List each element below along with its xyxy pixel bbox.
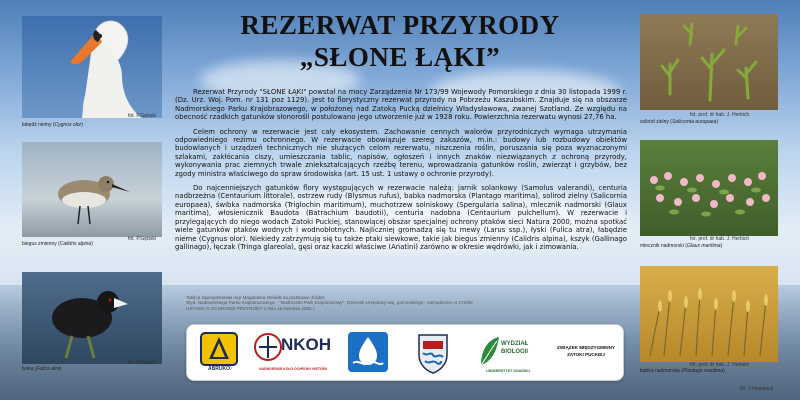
photo-credit: fot. P.Gębski (128, 360, 156, 366)
photo-credit: fot. prof. dr hab. J. Herbich (690, 362, 750, 368)
description-text (175, 88, 627, 257)
board-title-line1: REZERWAT PRZYRODY (240, 10, 560, 40)
coat-of-arms-logo (413, 331, 453, 375)
photo-credit: fot. P.Gębski (128, 113, 156, 119)
paragraph-species: Do najcenniejszych gatunków flory występujących w rezerwacie należą: jarnik solankowy (Samolus valerandi), centuria nadbrzeżna (Centaurium littorale), ostrzew rudy (Blysmus rufus), babka nadmorska (Plantago maritima), solirod zielny (Salicornia europaea), świbka nadmorska (Triglochin maritimum), muchotrzew solniskowy (Spergularia salina), mlecznik nadmorski (Glaux maritima), włosienicznik Baudota (Batrachium baudotii), centuria nadobna (Centaurium pulchellum). W rezerwacie i przylegających do niego wodach Zatoki Puckiej, stanowiącej obszar specjalnej ochrony ptaków sieci Natura 2000, można spotkać wiele gatunków ptaków wodnych i wodnobłotnych. Najliczniej gromadzą się tu mewy (Larus ssp.), łyski (Fulica atra), łabędzie nieme (Cygnus olor). Niekiedy zatrzymują się tu także ptaki siewkowe, takie jak biegus zmienny (Calidris alpina), kszyk (Gallinago gallinago), łęczak (Tringa glareola), gęsi oraz kaczki właściwe (Anatini) zarówno w okresie wędrówki, jak i zimowania. (175, 184, 627, 251)
nkoh-emblem (253, 331, 283, 365)
sources-fineprint (186, 295, 546, 311)
coot-illustration (22, 272, 162, 364)
abruko-label: ABRUKO (208, 366, 230, 372)
wydzial-label-1: WYDZIAŁ (501, 341, 529, 347)
zwiazek-logo (555, 331, 617, 375)
swan-illustration (22, 16, 162, 118)
abruko-logo (199, 331, 239, 375)
zwiazek-label-2: ZATOKI PUCKIEJ (567, 352, 605, 357)
sponsor-logo-bar (186, 324, 624, 381)
nkoh-label: NKOH (281, 335, 332, 354)
wydzial-biologii-logo (477, 331, 539, 375)
salicornia-photo (640, 14, 778, 110)
photo-credit: fot. prof. dr hab. J. Herbich (690, 236, 750, 242)
photo-caption: babka nadmorska (Plantago maritima) (640, 368, 725, 374)
zwiazek-label-1: ZWIĄZEK MIĘDZYGMINNY (557, 345, 615, 350)
photo-caption: soliród zielny (Salicornia europaea) (640, 119, 719, 125)
swan-photo (22, 16, 162, 118)
photo-credit: fot. prof. dr hab. J. Herbich (690, 112, 750, 118)
glaux-illustration (640, 140, 778, 236)
board-title-line2: „SŁONE ŁĄKI” (299, 42, 501, 72)
dunlin-illustration (22, 142, 162, 237)
glaux-photo (640, 140, 778, 236)
nkoh-logo (253, 331, 333, 375)
plantago-illustration (640, 266, 778, 362)
photo-caption: łabędź niemy (Cygnus olor) (22, 122, 83, 128)
fineprint-line: Tablicę zaprojektowała mgr Magdalena Dellwitt na podstawie źródeł: (186, 295, 325, 300)
fineprint-line: Wyd. Nadmorskiego Parku Krajobrazowego - "Nadmorski Park Krajobrazowy"; Dziennik Urzędowy woj. pomorskiego - zarządzenie nr 173/99 (186, 300, 473, 306)
wydzial-label-2: BIOLOGII (501, 349, 528, 355)
salicornia-illustration (640, 14, 778, 110)
fineprint-line: USTAWA O OCHRONIE PRZYRODY z dnia 16 kwietnia 2004 r. (186, 305, 316, 311)
photo-caption: łyska (Fulica atra) (22, 366, 62, 372)
photo-credit: fot. P.Gębski (128, 236, 156, 242)
wydzial-subtitle: UNIWERSYTET GDAŃSKI (486, 369, 530, 373)
nkoh-subtitle: NADMORSKIE KOŁO OCHRONY HISTORII (259, 367, 327, 371)
coot-photo (22, 272, 162, 364)
leaf-icon (477, 335, 501, 369)
water-drop-icon (347, 331, 389, 373)
paragraph-protection: Celem ochrony w rezerwacie jest cały ekosystem. Zachowanie cennych walorów przyrodniczych wymaga utrzymania odpowiedniego reżimu ochronnego. W rezerwacie obowiązuje szereg zakazów, m.in.: budowy lub rozbudowy obiektów budowlanych i urządzeń technicznych nie służących celom rezerwatu, niszczenia roślin, poruszania się poza wyznaczonymi szlakami, zakłócania ciszy, umieszczania tablic, napisów, ogłoszeń i innych znaków niezwiązanych z ochroną przyrody, wykonywania prac ziemnych trwale zniekształcających rzeźbę terenu, wprowadzania gatunków roślin, zwierząt i grzybów, bez zgody ministra właściwego do spraw środowiska (art. 15 ust. 1 ustawy o ochronie przyrody). (175, 127, 627, 178)
photo-caption: mlecznik nadmorski (Glaux maritima) (640, 243, 723, 249)
plantago-photo (640, 266, 778, 362)
dunlin-photo (22, 142, 162, 237)
photo-caption: biegus zmienny (Calidris alpina) (22, 241, 93, 247)
water-drop-logo (347, 331, 389, 375)
coat-of-arms-icon (413, 331, 453, 375)
paragraph-founding: Rezerwat Przyrody "SŁONE ŁĄKI" powstał na mocy Zarządzenia Nr 173/99 Wojewody Pomorskiego z dnia 30 listopada 1999 r. (Dz. Urz. Woj. Pom. nr 131 poz 1129). Jest to florystyczny rezerwat przyrody na Pobrzeżu Kaszubskim. Znajduje się na obszarze Nadmorskiego Parku Krajobrazowego, w położonej nad Zatoką Pucką dzielnicy Władysławowa, zwanej Szotland. Ze względu na obecność rzadkich gatunków słonorośli postulowano jego utworzenie już w 1928 roku. Powierzchnia rezerwatu wynosi 27,76 ha. (175, 88, 627, 122)
background-photo-credit: fot. T.Hepaniuk (740, 386, 774, 392)
